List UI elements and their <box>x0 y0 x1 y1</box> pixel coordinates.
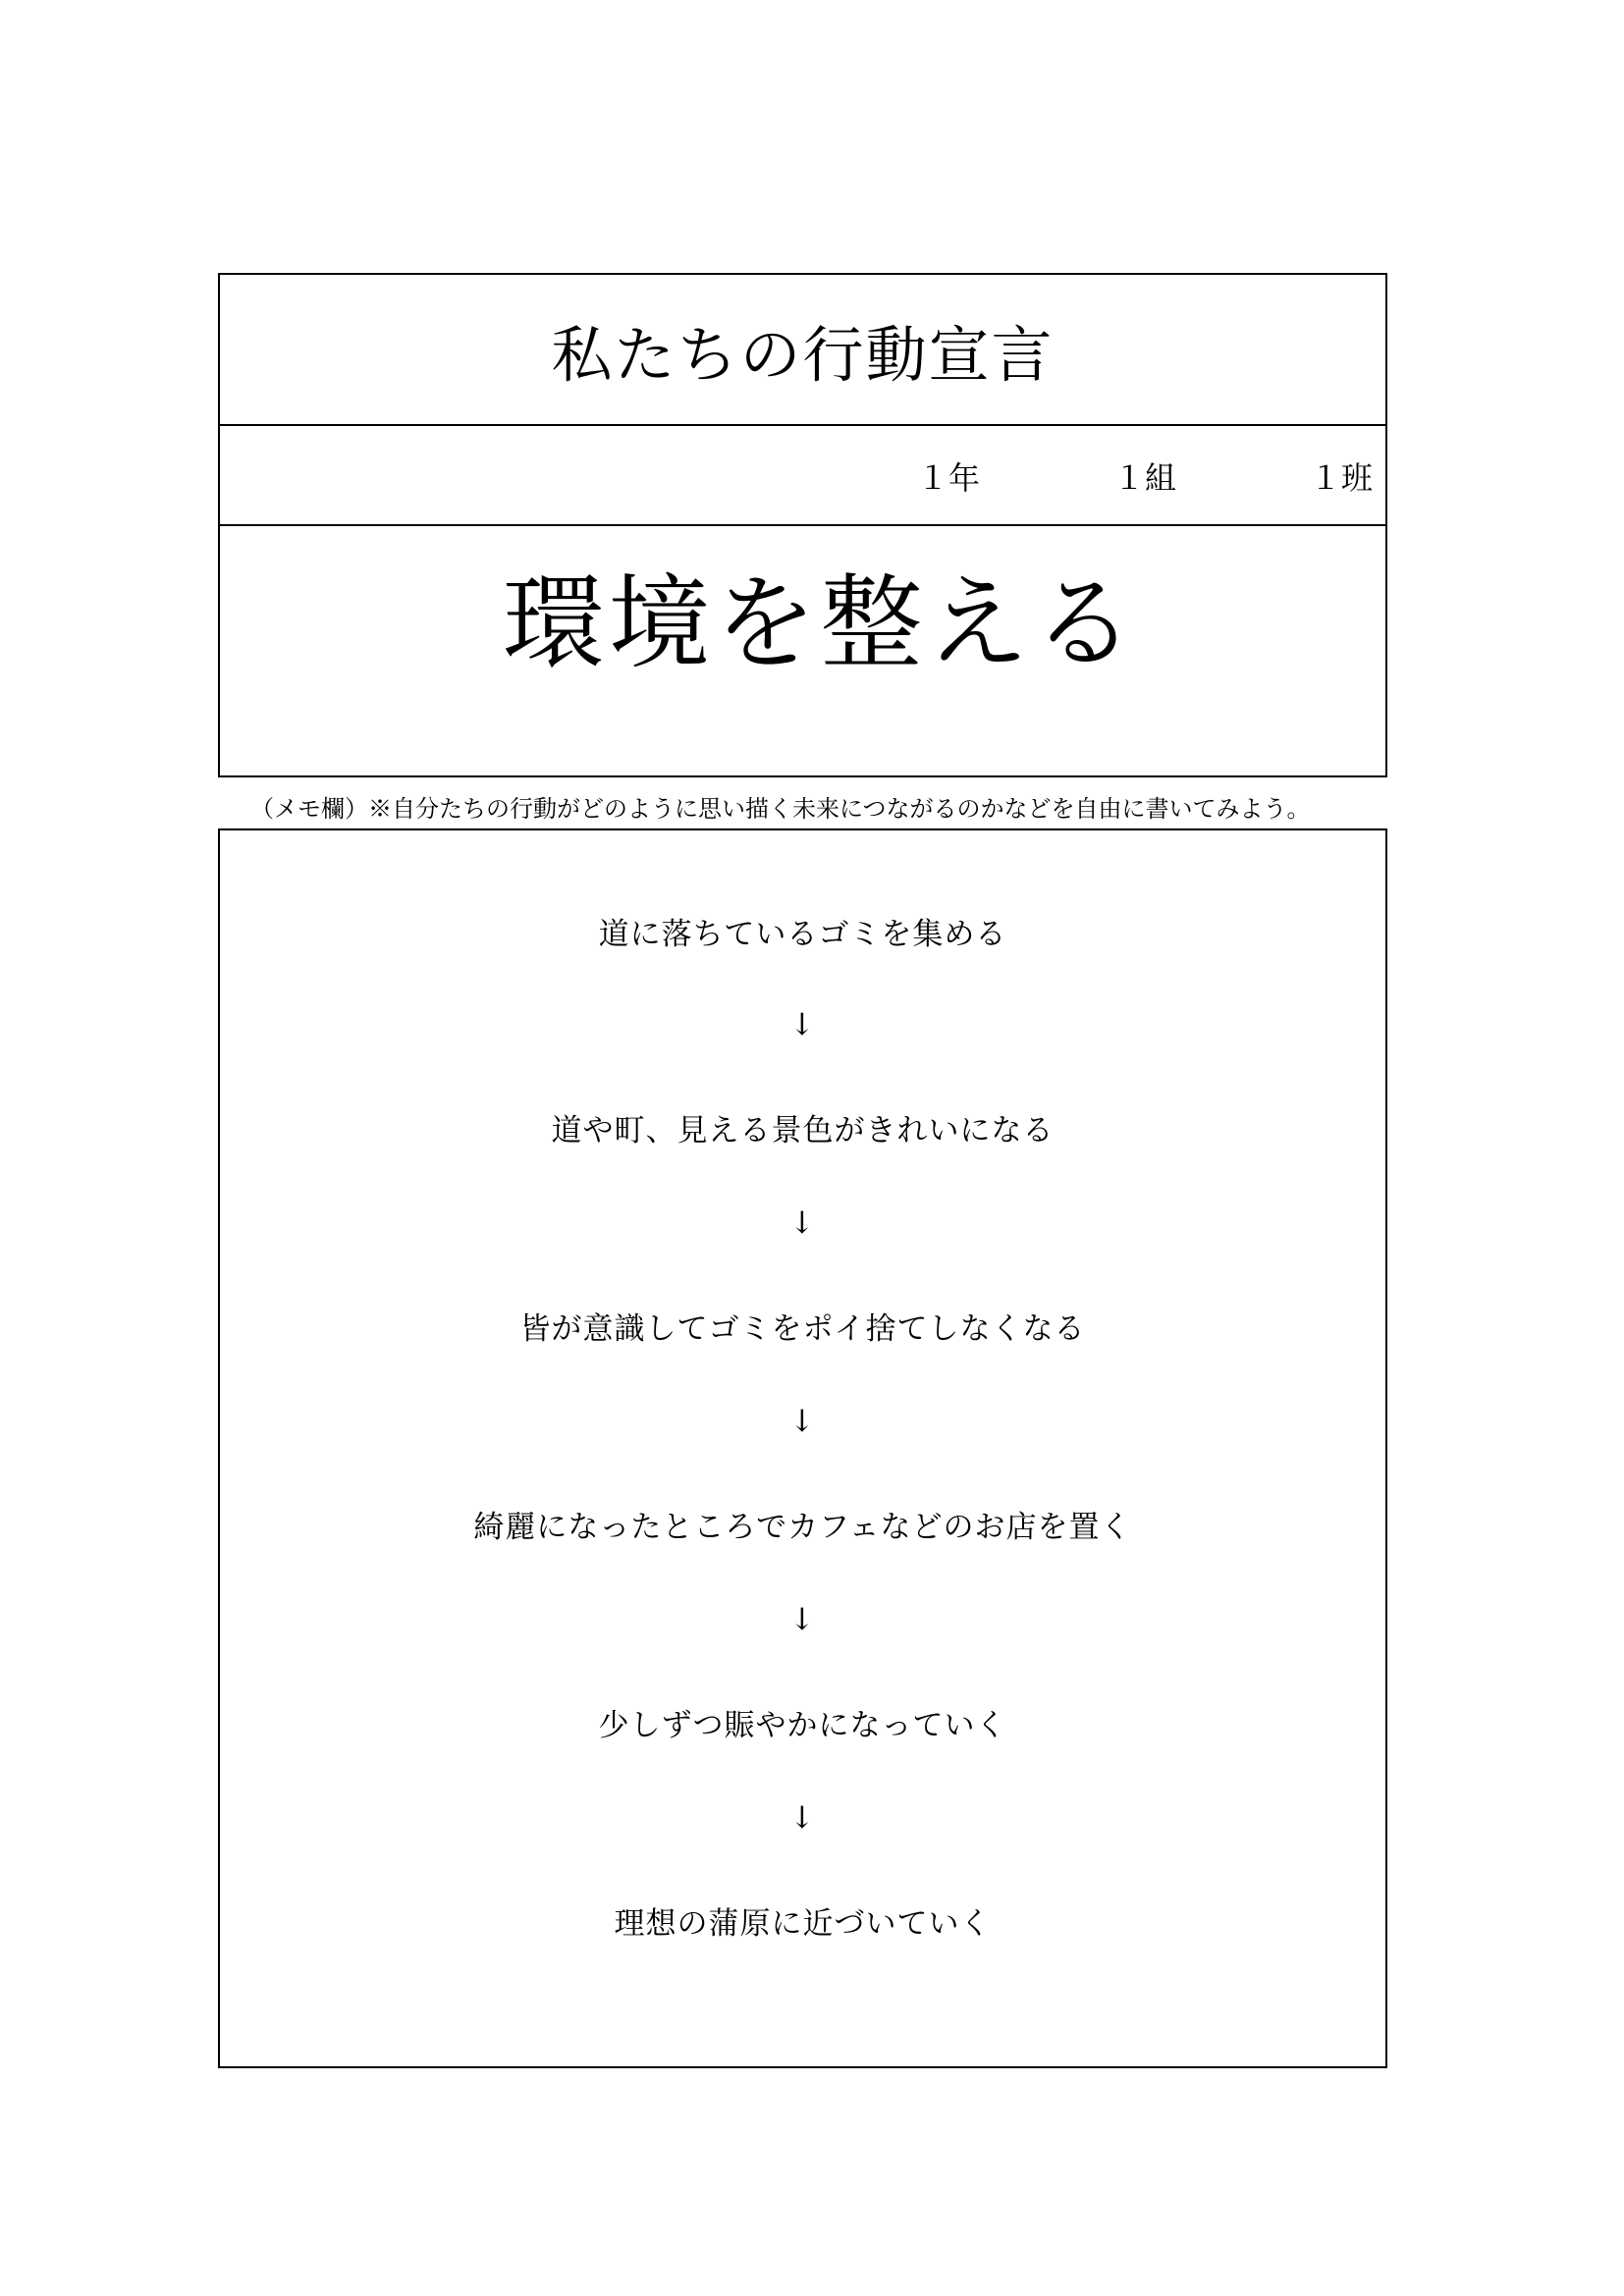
declaration-table <box>218 273 1387 777</box>
memo-box <box>218 828 1387 2068</box>
declaration-text: 環境を整える <box>502 563 1139 683</box>
memo-line: 少しずつ賑やかになっていく <box>598 1708 1007 1743</box>
memo-arrow: ↓ <box>789 1404 816 1439</box>
memo-arrow: ↓ <box>789 1602 816 1637</box>
memo-arrow: ↓ <box>789 1205 816 1241</box>
class-group: １組 <box>1113 459 1177 497</box>
memo-line: 道に落ちているゴミを集める <box>598 917 1007 952</box>
class-info-row <box>220 426 1385 526</box>
memo-line: 理想の蒲原に近づいていく <box>614 1906 992 1942</box>
memo-line: 皆が意識してゴミをポイ捨てしなくなる <box>519 1311 1086 1347</box>
class-team: １班 <box>1310 459 1374 497</box>
memo-line: 綺麗になったところでカフェなどのお店を置く <box>473 1510 1132 1545</box>
page-title: 私たちの行動宣言 <box>551 318 1055 391</box>
class-year: １年 <box>917 459 981 497</box>
title-row <box>220 275 1385 426</box>
memo-line: 道や町、見える景色がきれいになる <box>551 1113 1055 1148</box>
memo-label: （メモ欄）※自分たちの行動がどのように思い描く未来につながるのかなどを自由に書いてみよう。 <box>250 795 1311 823</box>
declaration-row <box>220 526 1385 777</box>
memo-arrow: ↓ <box>789 1800 816 1836</box>
memo-arrow: ↓ <box>789 1007 816 1042</box>
